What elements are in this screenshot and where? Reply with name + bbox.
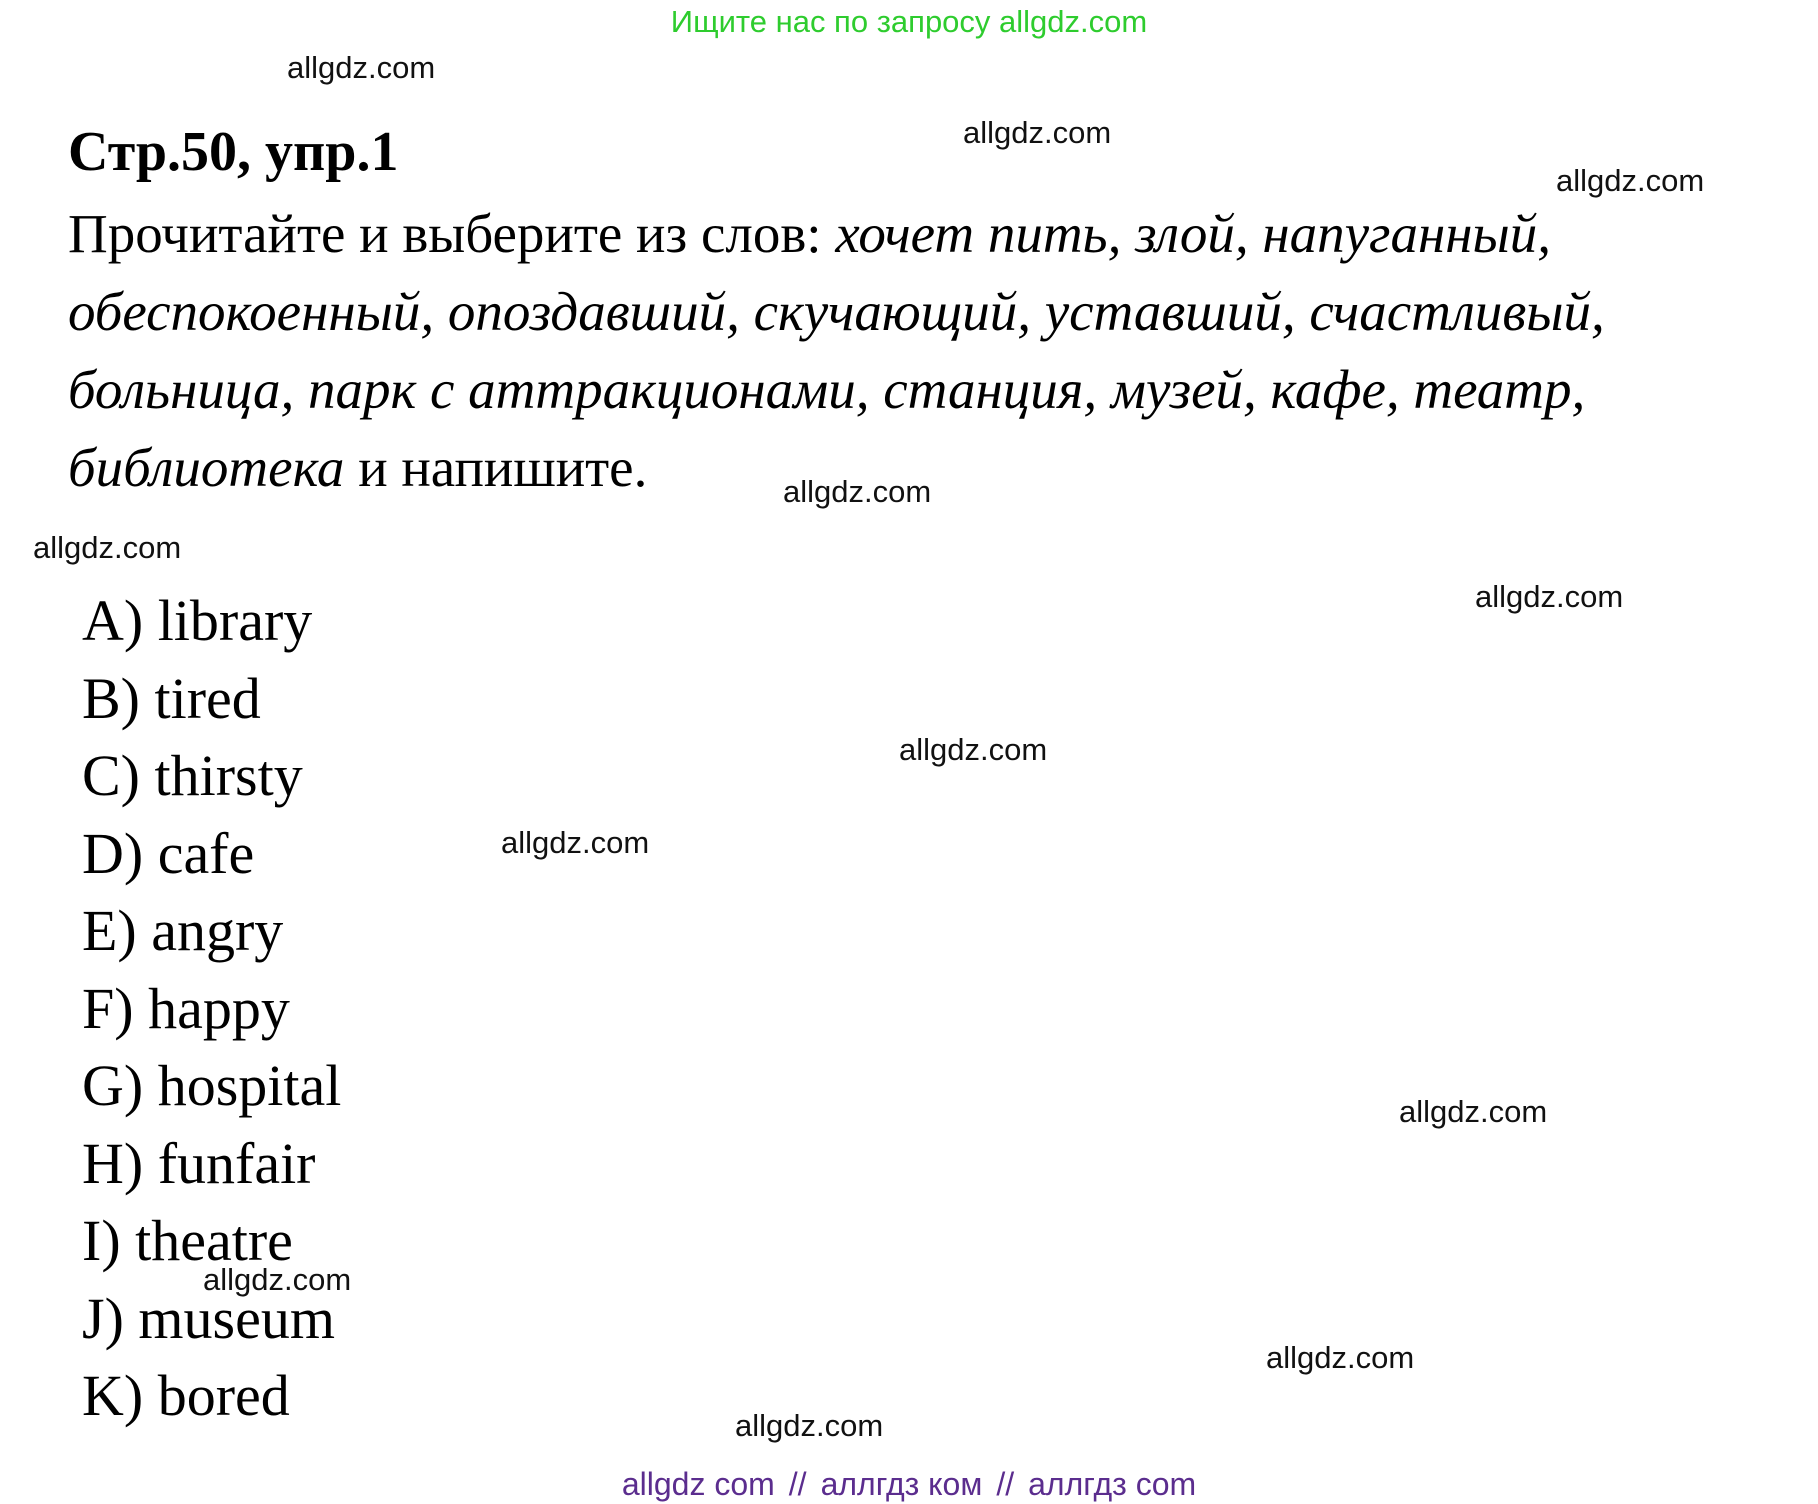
answer-item: C) thirsty (82, 743, 303, 808)
page-title: Стр.50, упр.1 (68, 121, 399, 183)
watermark: allgdz.com (287, 50, 436, 85)
watermark: allgdz.com (1266, 1340, 1415, 1375)
answer-list (82, 582, 341, 1435)
watermark: allgdz.com (1556, 163, 1705, 198)
watermark: allgdz.com (33, 530, 182, 565)
watermark: allgdz.com (1399, 1094, 1548, 1129)
bottom-link-1[interactable]: allgdz com (621, 1466, 775, 1502)
answer-item: B) tired (82, 665, 261, 731)
watermark: allgdz.com (501, 825, 650, 860)
answer-item: J) museum (82, 1285, 335, 1351)
bottom-link-2[interactable]: аллгдз ком (820, 1466, 983, 1502)
answer-item: E) angry (82, 898, 284, 963)
task-instruction: и напишите. (344, 437, 648, 498)
task-words-2: обеспокоенный, опоздавший, скучающий, уставший, счастливый, (68, 281, 1605, 342)
task-words-4: библиотека (68, 437, 345, 498)
task-line-3 (68, 351, 1768, 429)
bottom-banner (0, 1464, 1818, 1504)
top-banner[interactable]: Ищите нас по запросу allgdz.com (670, 4, 1148, 39)
answer-item: H) funfair (82, 1130, 316, 1196)
watermark: allgdz.com (899, 732, 1048, 767)
bottom-link-3[interactable]: аллгдз com (1028, 1466, 1197, 1502)
answer-item: F) happy (82, 975, 290, 1041)
bottom-separator: // (996, 1466, 1015, 1502)
answer-item: G) hospital (82, 1053, 342, 1118)
task-words-3: больница, парк с аттракционами, станция, музей, кафе, театр, (68, 359, 1586, 420)
watermark: allgdz.com (963, 115, 1112, 150)
answer-item: K) bored (82, 1363, 290, 1428)
task-text (68, 195, 1768, 507)
task-line-2 (68, 273, 1768, 351)
watermark: allgdz.com (783, 474, 932, 509)
watermark: allgdz.com (1475, 579, 1624, 614)
watermark: allgdz.com (735, 1408, 884, 1443)
task-words-1: хочет пить, злой, напуганный, (835, 203, 1552, 264)
answer-item: A) library (82, 588, 313, 653)
answer-item: D) cafe (82, 820, 255, 886)
bottom-separator: // (788, 1466, 807, 1502)
task-intro: Прочитайте и выберите из слов: (68, 203, 836, 264)
answer-item: I) theatre (82, 1208, 293, 1273)
task-line-1 (68, 195, 1768, 273)
watermark: allgdz.com (203, 1262, 352, 1297)
